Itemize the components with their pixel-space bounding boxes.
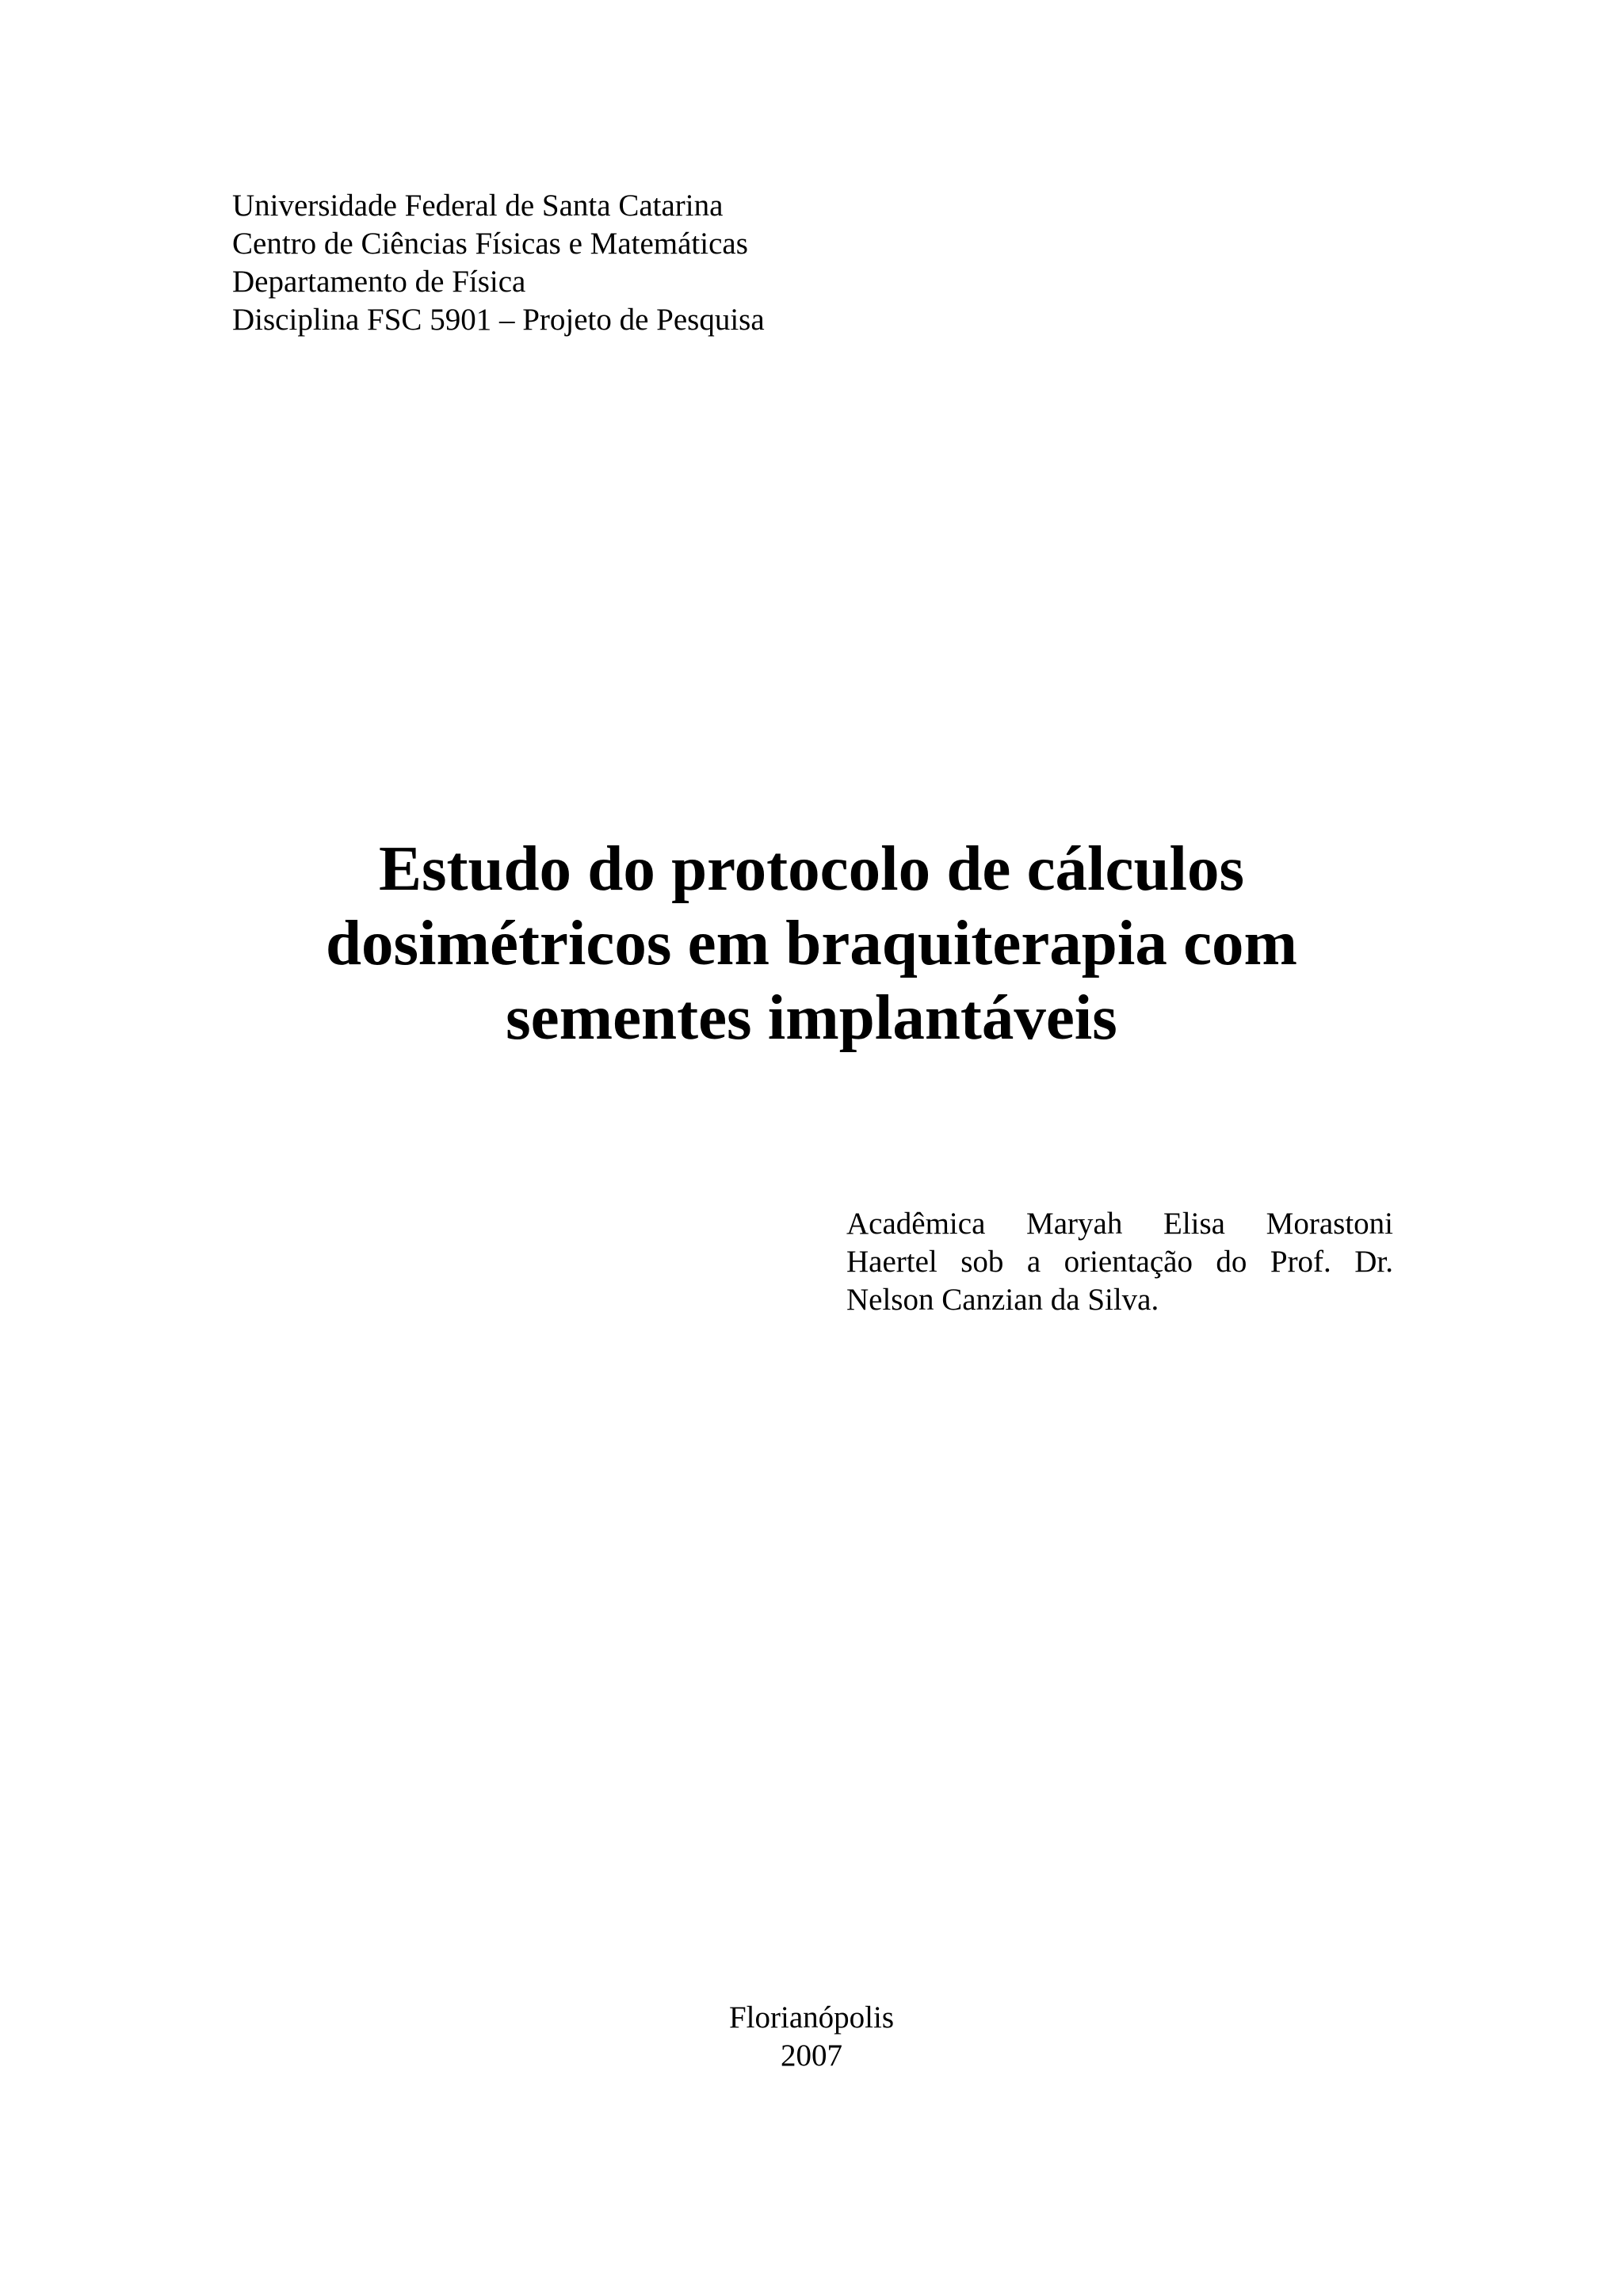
title-line: sementes implantáveis — [506, 982, 1117, 1053]
author-line: Nelson Canzian da Silva. — [846, 1283, 1159, 1317]
author-statement — [846, 1205, 1393, 1319]
center-name: Centro de Ciências Físicas e Matemáticas — [232, 227, 748, 261]
city: Florianópolis — [728, 2000, 894, 2035]
institution-header — [232, 187, 1104, 339]
university-name: Universidade Federal de Santa Catarina — [232, 189, 724, 223]
place-and-date — [574, 1999, 1049, 2075]
document-title — [238, 831, 1385, 1055]
course-name: Disciplina FSC 5901 – Projeto de Pesquisa — [232, 303, 765, 337]
author-line: Acadêmica Maryah Elisa Morastoni — [846, 1207, 1393, 1241]
author-line: Haertel sob a orientação do Prof. Dr. — [846, 1245, 1393, 1279]
title-line: dosimétricos em braquiterapia com — [325, 907, 1298, 978]
year: 2007 — [781, 2039, 842, 2073]
department-name: Departamento de Física — [232, 265, 526, 299]
title-line: Estudo do protocolo de cálculos — [378, 833, 1245, 904]
